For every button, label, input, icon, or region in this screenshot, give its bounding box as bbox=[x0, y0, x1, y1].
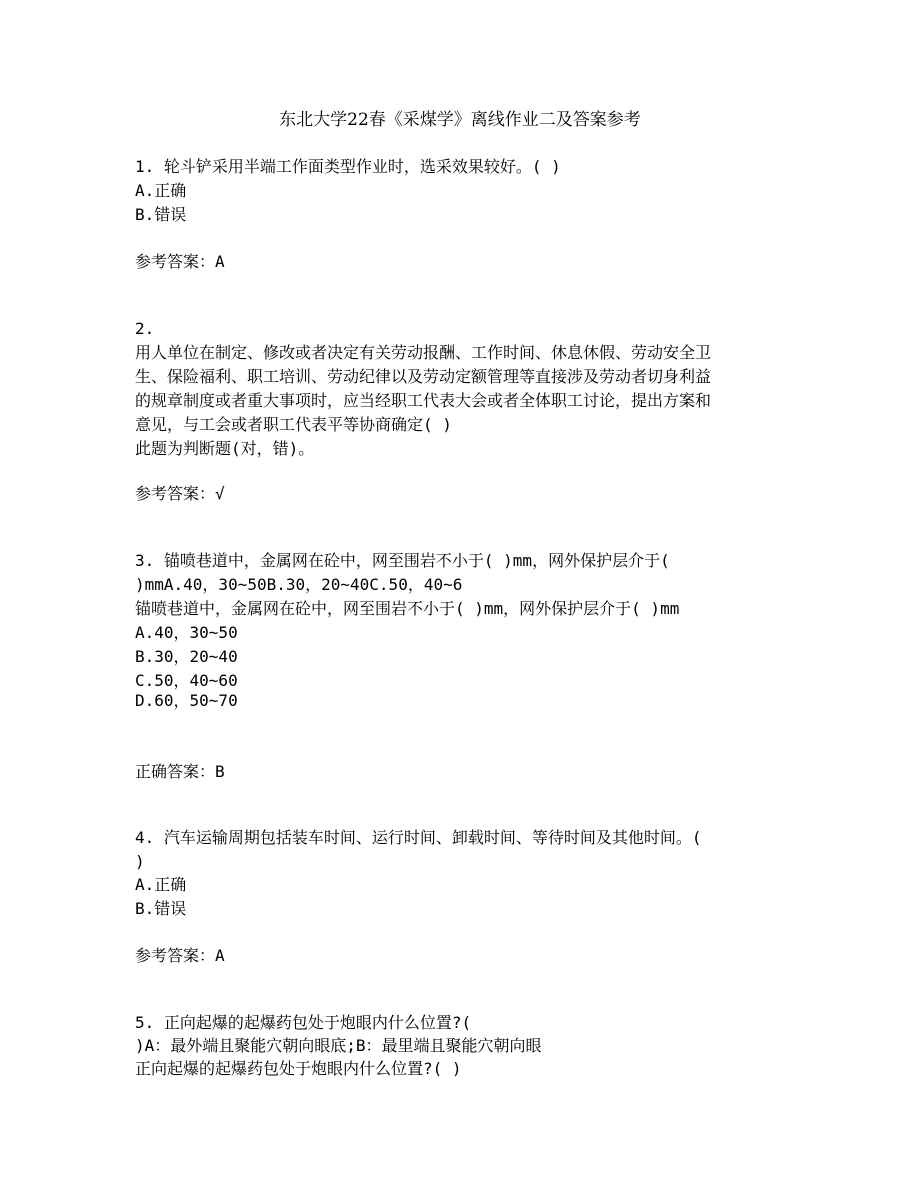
question-2-stem-line: 生、保险福利、职工培训、劳动纪律以及劳动定额管理等直接涉及劳动者切身利益 bbox=[135, 367, 712, 386]
question-3-answer: 正确答案：B bbox=[135, 762, 225, 781]
question-3-option-a: A.40，30~50 bbox=[135, 623, 238, 642]
question-2-type-note: 此题为判断题(对，错)。 bbox=[135, 439, 315, 458]
question-2-stem-line: 用人单位在制定、修改或者决定有关劳动报酬、工作时间、休息休假、劳动安全卫 bbox=[135, 343, 712, 362]
question-3-option-d: D.60，50~70 bbox=[135, 691, 238, 710]
question-3-stem-line: )mmA.40，30~50B.30，20~40C.50，40~6 bbox=[135, 575, 463, 594]
question-4-answer: 参考答案：A bbox=[135, 946, 225, 965]
question-4-option-b: B.错误 bbox=[135, 899, 187, 918]
question-3-option-b: B.30，20~40 bbox=[135, 647, 238, 666]
question-2-answer: 参考答案：√ bbox=[135, 484, 225, 503]
question-1-option-b: B.错误 bbox=[135, 205, 187, 224]
question-5-stem-line: )A：最外端且聚能穴朝向眼底;B：最里端且聚能穴朝向眼 bbox=[135, 1036, 542, 1055]
question-1-stem: 1. 轮斗铲采用半端工作面类型作业时，选采效果较好。( ) bbox=[135, 157, 561, 176]
question-2-stem-line: 的规章制度或者重大事项时，应当经职工代表大会或者全体职工讨论，提出方案和 bbox=[135, 391, 712, 410]
question-3-stem-line: 锚喷巷道中，金属网在砼中，网至围岩不小于( )mm，网外保护层介于( )mm bbox=[135, 599, 680, 618]
question-4-option-a: A.正确 bbox=[135, 875, 187, 894]
question-3-option-c: C.50，40~60 bbox=[135, 671, 238, 690]
question-5-stem-line: 正向起爆的起爆药包处于炮眼内什么位置?( ) bbox=[135, 1059, 462, 1078]
question-1-option-a: A.正确 bbox=[135, 181, 187, 200]
question-3-stem-line: 3. 锚喷巷道中，金属网在砼中，网至围岩不小于( )mm，网外保护层介于( bbox=[135, 551, 670, 570]
question-2-number: 2. bbox=[135, 319, 155, 338]
question-4-stem-line: 4. 汽车运输周期包括装车时间、运行时间、卸载时间、等待时间及其他时间。( bbox=[135, 828, 702, 847]
document-title: 东北大学22春《采煤学》离线作业二及答案参考 bbox=[279, 110, 641, 130]
question-1-answer: 参考答案：A bbox=[135, 252, 225, 271]
question-4-stem-line: ) bbox=[135, 852, 145, 871]
question-5-stem-line: 5. 正向起爆的起爆药包处于炮眼内什么位置?( bbox=[135, 1013, 472, 1032]
question-2-stem-line: 意见，与工会或者职工代表平等协商确定( ) bbox=[135, 415, 452, 434]
